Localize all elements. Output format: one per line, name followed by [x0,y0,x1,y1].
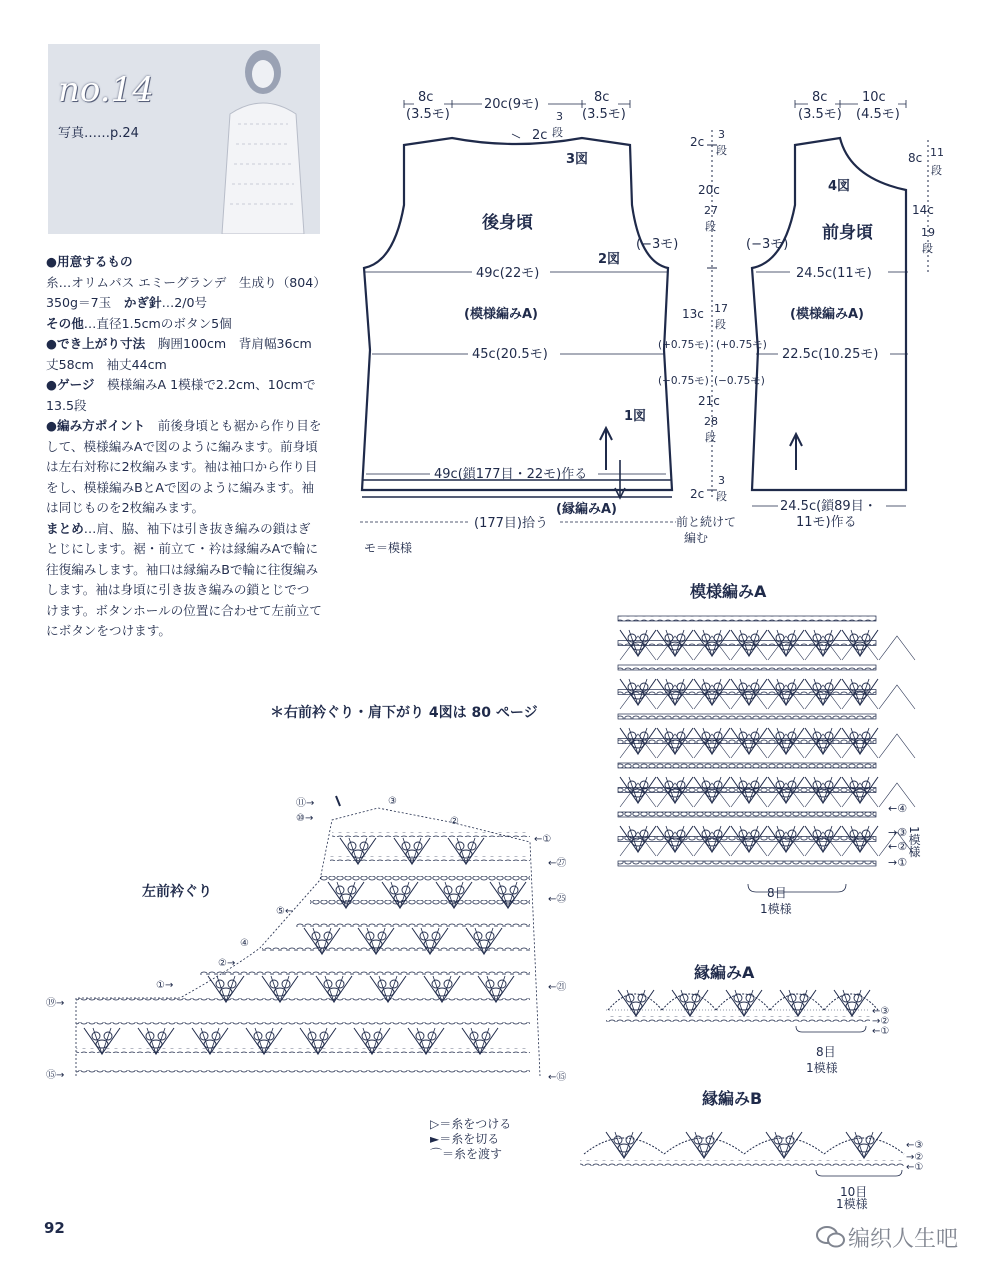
mo-note: モ＝模様 [364,541,413,555]
front-fig4: 4図 [828,179,851,194]
hook-label: かぎ針 [123,295,162,310]
stitch-motif [686,1132,722,1158]
back-neck-rows-u: 段 [552,126,563,139]
edging-a-row-3: ←③ [872,1006,890,1017]
legend-carry: ⌒＝糸を渡す [430,1147,503,1161]
pattern-a-row-4: ←④ [888,802,908,815]
edging-b-row-1: ←① [906,1162,924,1173]
back-neck-rows-n: 3 [556,110,563,123]
size-label: ●でき上がり寸法 [46,336,146,351]
photo-reference: 写真……p.24 [58,126,139,141]
chain-row [618,714,876,719]
side-top-rows-u: 段 [716,144,727,157]
edging-b-repeat: 1模様 [836,1197,868,1210]
stitch-charts [0,570,1002,1210]
neck-row-11: ⑪→ [296,798,315,809]
finish-text: …肩、脇、袖下は引き抜き編みの鎖はぎとじにします。裾・前立て・衿は縁編みAで輪に往復編みします。袖口は縁編みBで輪に往復編みします。袖は身頃に引き抜き編みの鎖とじでつけます。ボタンホールの位置に合わせて左前立てにボタンをつけます。 [46,520,322,638]
side-inc-left: (+0.75モ) [658,339,709,351]
chain-row [618,861,876,866]
front-armhole-dec: (−3モ) [746,237,789,252]
wechat-icon [816,1224,846,1250]
chain-row [618,788,876,793]
chain-row [200,970,530,975]
edging-a-repeat: 1模様 [806,1061,838,1075]
back-cast-on: 49c(鎖177目・22モ)作る [434,467,588,482]
back-fig3: 3図 [566,152,589,167]
pattern-a-title: 模様編みA [690,582,767,601]
chain-row [296,922,530,927]
edging-a-row-1: ←① [872,1026,890,1037]
front-neck-rows-2-u: 段 [922,242,933,255]
back-edging-label: (縁編みA) [556,502,617,517]
back-pickup: (177目)拾う [474,516,548,531]
side-inc-right: (+0.75モ) [716,339,767,351]
edging-b-title: 縁編みB [702,1089,763,1108]
symbol-legend [430,1117,511,1162]
chain-row [262,946,530,951]
neck-row-3-top: ③ [388,796,397,807]
edging-a-repeat-sts: 8目 [816,1045,836,1059]
side-waist-dim: 13c [682,307,704,321]
continue-note-2: 編む [684,531,709,545]
side-bottom-rows-n: 3 [718,474,725,487]
neck-row-15-left: ⑮→ [46,1070,65,1081]
back-top-right-dim: 8c [594,90,610,105]
continue-note-1: 前と続けて [676,515,737,529]
front-width-1: 24.5c(11モ) [796,266,872,281]
neck-row-2-top: ② [450,816,459,827]
front-width-2: 22.5c(10.25モ) [782,347,879,362]
back-body-title: 後身頃 [482,213,533,233]
stitch-fan [879,685,915,709]
body-diagrams [0,0,1002,560]
stitch-motif [846,1132,882,1158]
legend-cut: ►＝糸を切る [430,1132,500,1146]
pattern-a-rows-label: 1模様 [907,826,921,858]
edging-b-chart [580,1089,923,1210]
chain-row [618,665,876,670]
pattern-number: no.14 [58,70,154,110]
front-neck-rows-1-u: 段 [931,164,942,177]
stitch-fan [879,636,915,660]
chain-row [618,837,876,842]
other-text: …直径1.5cmのボタン5個 [83,315,232,331]
neck-row-15-right: ←⑮ [548,1072,567,1083]
pattern-a-row-2: ←② [888,840,908,853]
neck-row-21: ←㉑ [548,982,567,993]
pattern-a-row-1: →① [888,856,908,869]
materials-heading: ●用意するもの [46,254,133,269]
front-neck-rows-1-n: 11 [930,146,944,159]
side-dec-right: (−0.75モ) [714,375,765,387]
neck-row-27: ←㉗ [548,858,567,869]
back-top-left-dim: 8c [418,90,434,105]
neckline-chart [46,796,566,1083]
gauge-text: 模様編みA 1模様で2.2cm、10cmで13.5段 [46,377,316,413]
side-armhole-rows-n: 27 [704,204,718,217]
chain-row [618,763,876,768]
chain-row [76,998,530,1003]
back-neck-depth: 2c [532,128,548,143]
points-text: 前後身頃とも裾から作り目をして、模様編みAで図のように編みます。前身頃は左右対称に2枚編みます。袖は袖口から作り目をし、模様編みBとAで図のように編みます。袖は同じものを2枚編みます。 [46,418,322,515]
edging-a-row-2: →② [872,1016,890,1027]
pattern-a-repeat: 1模様 [760,902,792,916]
back-top-right-sts: (3.5モ) [582,107,626,122]
yarn-text: 糸…オリムパス エミーグランデ 生成り（804）350g＝7玉 [46,274,320,310]
neck-row-1: ①→ [156,980,174,991]
chain-row [618,641,876,646]
back-fig1: 1図 [624,409,647,424]
front-neck-rows-2-n: 19 [921,226,935,239]
side-hip-rows-n: 28 [704,415,718,428]
chain-row [76,1070,530,1075]
neck-row-5: ⑤← [276,906,294,917]
front-top-right-sts: (4.5モ) [856,107,900,122]
chain-row [618,616,876,621]
side-waist-rows-u: 段 [715,318,726,331]
side-hip-dim: 21c [698,394,720,408]
back-width-2: 45c(20.5モ) [472,347,548,362]
side-hip-rows-u: 段 [705,431,716,444]
legend-attach: ▷＝糸をつける [430,1117,512,1131]
chain-row [618,739,876,744]
finish-label: まとめ [46,520,84,536]
front-top-right-dim: 10c [862,90,886,105]
side-armhole-rows-u: 段 [705,220,716,233]
front-cast-on-2: 11モ)作る [796,515,857,530]
edging-a-title: 縁編みA [694,963,755,982]
neckline-title: 左前衿ぐり [142,884,212,900]
watermark-text: 编织人生吧 [848,1227,959,1252]
pattern-a-chart [618,582,921,916]
stitch-motif [606,1132,642,1158]
front-body-title: 前身頃 [822,223,873,243]
side-bottom-dim: 2c [690,487,705,501]
front-cast-on-1: 24.5c(鎖89目・ [780,499,877,514]
chain-row [332,832,530,837]
side-armhole-dim: 20c [698,183,720,197]
front-top-left-sts: (3.5モ) [798,107,842,122]
back-top-mid-dim: 20c(9モ) [484,97,540,112]
front-neck-dim-1: 8c [908,151,923,165]
neck-row-19: ⑲→ [46,998,65,1009]
neck-row-2: ②→ [218,958,236,969]
gauge-label: ●ゲージ [46,377,95,392]
chain-row [76,1022,530,1027]
side-top-dim: 2c [690,135,705,149]
neck-row-4: ④ [240,938,249,949]
edging-b-row-2: →② [906,1152,924,1163]
pattern-a-row-3: →③ [888,826,908,839]
pattern-a-repeat-sts: 8目 [767,886,787,900]
side-top-rows-n: 3 [718,128,725,141]
other-label: その他 [46,315,84,331]
chain-row [330,856,530,861]
edging-a-chart [606,963,889,1075]
back-fig2: 2図 [598,252,621,267]
chain-row [76,1048,530,1053]
chain-row [320,876,530,881]
back-pattern-label: (模様編みA) [464,307,538,322]
size-text: 胸囲100cm 背肩幅36cm 丈58cm 袖丈44cm [46,336,325,372]
side-dec-left: (−0.75モ) [658,375,709,387]
back-armhole-dec: (−3モ) [636,237,679,252]
edging-b-row-3: ←③ [906,1140,924,1151]
back-top-left-sts: (3.5モ) [406,107,450,122]
neck-row-dec-1: ←① [534,834,552,845]
chain-row [618,812,876,817]
hook-text: …2/0号 [161,295,208,310]
back-width-1: 49c(22モ) [476,266,540,281]
chain-row [310,900,530,905]
neck-row-10: ⑩→ [296,813,314,824]
neck-row-25: ←㉕ [548,894,567,905]
stitch-motif [766,1132,802,1158]
edging-b-repeat-sts: 10目 [840,1185,868,1199]
page-reference-note: ＊右前衿ぐり・肩下がり 4図は 80 ページ [270,705,538,721]
side-waist-rows-n: 17 [714,302,728,315]
front-pattern-label: (模様編みA) [790,307,864,322]
front-top-left-dim: 8c [812,90,828,105]
points-label: ●編み方ポイント [46,418,146,433]
stitch-fan [879,734,915,758]
page-number: 92 [44,1219,65,1237]
side-bottom-rows-u: 段 [716,490,727,503]
chain-row [618,690,876,695]
front-neck-dim-2: 14c [912,203,934,217]
